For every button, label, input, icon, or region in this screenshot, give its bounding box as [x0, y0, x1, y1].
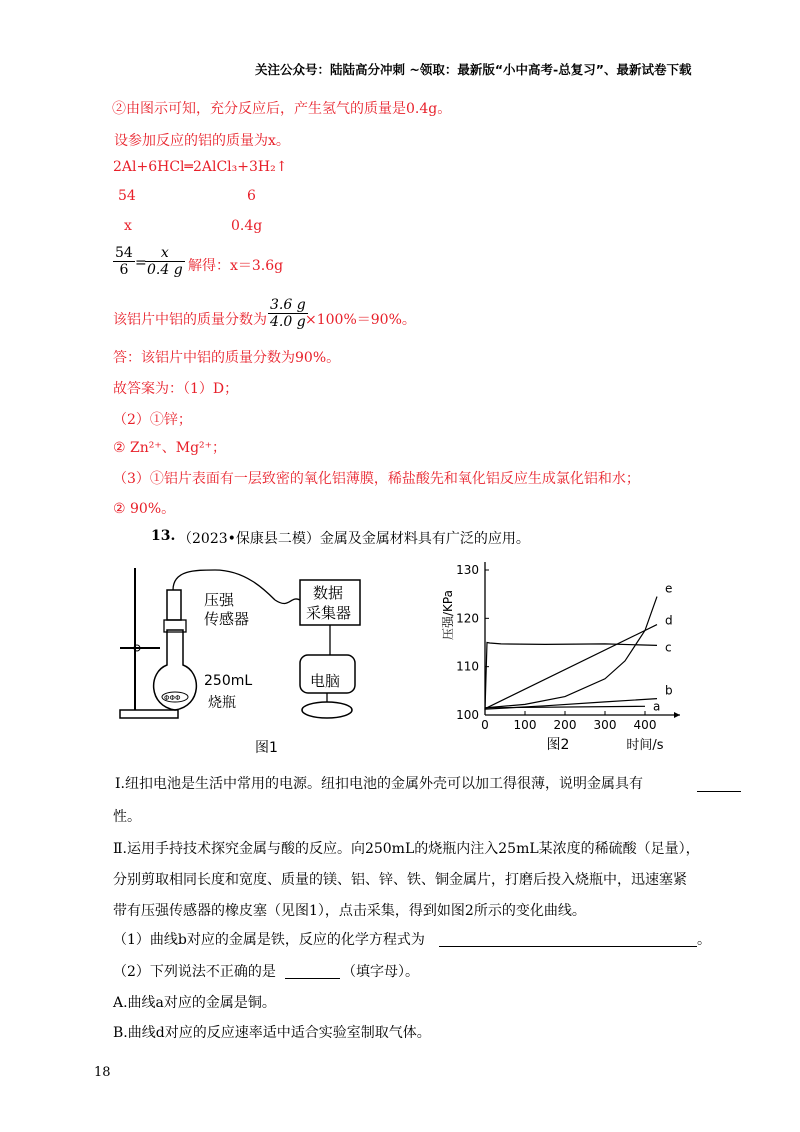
- option-b: B.曲线d对应的反应速率适中适合实验室制取气体。: [113, 1025, 431, 1041]
- part2-line-1: Ⅱ.运用手持技术探究金属与酸的反应。向250mL的烧瓶内注入25mL某浓度的稀硫酸（足量），: [113, 841, 700, 857]
- fraction-denominator: 6: [113, 261, 135, 278]
- series-label-c: c: [665, 640, 672, 655]
- question-number: 13.: [151, 528, 176, 544]
- summary-line-2: （2）①锌；: [113, 412, 192, 428]
- summary-line-1: 故答案为：（1）D；: [113, 381, 239, 397]
- solution-line-2: 设参加反应的铝的质量为x。: [114, 133, 290, 149]
- y-tick-label: 120: [456, 611, 479, 626]
- ratio-row2-left: x: [124, 218, 132, 234]
- figure2-caption: 图2: [546, 737, 570, 753]
- option-a: A.曲线a对应的金属是铜。: [113, 995, 276, 1011]
- y-tick-label: 130: [456, 563, 479, 577]
- x-axis-label: 时间/s: [626, 738, 664, 753]
- x-tick-label: 200: [553, 718, 577, 732]
- x-tick-label: 100: [513, 718, 537, 732]
- part2-line-3: 带有压强传感器的橡皮塞（见图1），点击采集，得到如图2所示的变化曲线。: [113, 903, 586, 919]
- q2-text: （2）下列说法不正确的是: [113, 964, 276, 980]
- series-label-e: e: [665, 581, 673, 596]
- question-stem: （2023•保康县二模）金属及金属材料具有广泛的应用。: [178, 531, 530, 547]
- sensor-label-2: 传感器: [204, 610, 250, 628]
- fraction-x-over-0.4g: [145, 245, 185, 278]
- series-label-b: b: [665, 683, 673, 698]
- computer-base: [302, 702, 352, 718]
- series-label-d: d: [665, 613, 673, 628]
- fraction-numerator: x: [160, 245, 169, 261]
- ratio-row1-left: 54: [118, 188, 136, 204]
- x-axis-arrow: [674, 712, 680, 718]
- flask-label-2: 烧瓶: [208, 695, 236, 711]
- fraction-numerator: 54: [115, 245, 133, 261]
- flask-label-1: 250mL: [204, 673, 253, 689]
- figure1-caption: 图1: [255, 740, 278, 756]
- x-tick-label: 0: [481, 718, 489, 732]
- part2-line-2: 分别剪取相同长度和宽度、质量的镁、铝、锌、铁、铜金属片，打磨后投入烧瓶中，迅速塞紧: [113, 872, 687, 888]
- fraction-numerator: 3.6 g: [270, 297, 306, 313]
- fraction-3.6-over-4.0: [268, 297, 308, 330]
- solve-result: 解得：x＝3.6g: [188, 258, 284, 274]
- fraction-denominator: 4.0 g: [270, 314, 306, 330]
- y-axis-label: 压强/KPa: [441, 590, 455, 640]
- svg-text:ΦΦΦ: ΦΦΦ: [164, 694, 181, 702]
- ratio-row2-right: 0.4g: [231, 218, 263, 234]
- sensor-label-1: 压强: [204, 591, 235, 609]
- q1-end: 。: [697, 932, 711, 948]
- stand-base: [120, 710, 178, 718]
- equals-sign: =: [135, 255, 147, 271]
- fraction-54-over-6: [113, 245, 135, 278]
- page-header: 关注公众号：陆陆高分冲刺 ~领取：最新版“小中高考-总复习”、最新试卷下载: [255, 62, 692, 77]
- page-number: 18: [94, 1065, 111, 1080]
- part1-text: Ⅰ.纽扣电池是生活中常用的电源。纽扣电池的金属外壳可以加工得很薄，说明金属具有: [115, 776, 643, 792]
- x-tick-label: 400: [633, 718, 657, 732]
- part1-answer-blank[interactable]: [697, 777, 741, 792]
- fraction-denominator: 0.4 g: [147, 262, 183, 278]
- ratio-row1-right: 6: [247, 188, 256, 204]
- computer-label: 电脑: [310, 672, 341, 690]
- chemical-equation: 2Al+6HCl═2AlCl₃+3H₂↑: [113, 159, 288, 175]
- part1-end: 性。: [113, 809, 141, 825]
- q2-answer-blank[interactable]: [285, 964, 340, 979]
- series-label-a: a: [653, 699, 661, 714]
- mass-fraction-prefix: 该铝片中铝的质量分数为: [113, 312, 267, 328]
- q2-end: （填字母）。: [342, 964, 419, 980]
- summary-line-4: （3）①铝片表面有一层致密的氧化铝薄膜，稀盐酸先和氧化铝反应生成氯化铝和水；: [113, 471, 640, 487]
- y-tick-label: 100: [456, 708, 479, 722]
- q1-answer-blank[interactable]: [439, 932, 697, 947]
- answer-line: 答：该铝片中铝的质量分数为90%。: [113, 350, 341, 366]
- q1-text: （1）曲线b对应的金属是铁，反应的化学方程式为: [113, 932, 425, 948]
- x-tick-label: 300: [593, 718, 617, 732]
- series-line-e: [485, 597, 657, 708]
- pressure-sensor: [167, 590, 181, 620]
- mass-fraction-suffix: ×100%＝90%。: [305, 312, 416, 328]
- summary-line-5: ② 90%。: [113, 501, 176, 517]
- summary-line-3: ② Zn²⁺、Mg²⁺；: [113, 440, 227, 456]
- series-line-b: [485, 699, 657, 710]
- solution-line-1: ②由图示可知，充分反应后，产生氢气的质量是0.4g。: [112, 101, 452, 117]
- series-line-d: [485, 625, 657, 709]
- figure2-chart: [430, 560, 690, 760]
- collector-label-2: 采集器: [306, 604, 352, 622]
- collector-label-1: 数据: [313, 584, 344, 602]
- y-tick-label: 110: [456, 659, 479, 674]
